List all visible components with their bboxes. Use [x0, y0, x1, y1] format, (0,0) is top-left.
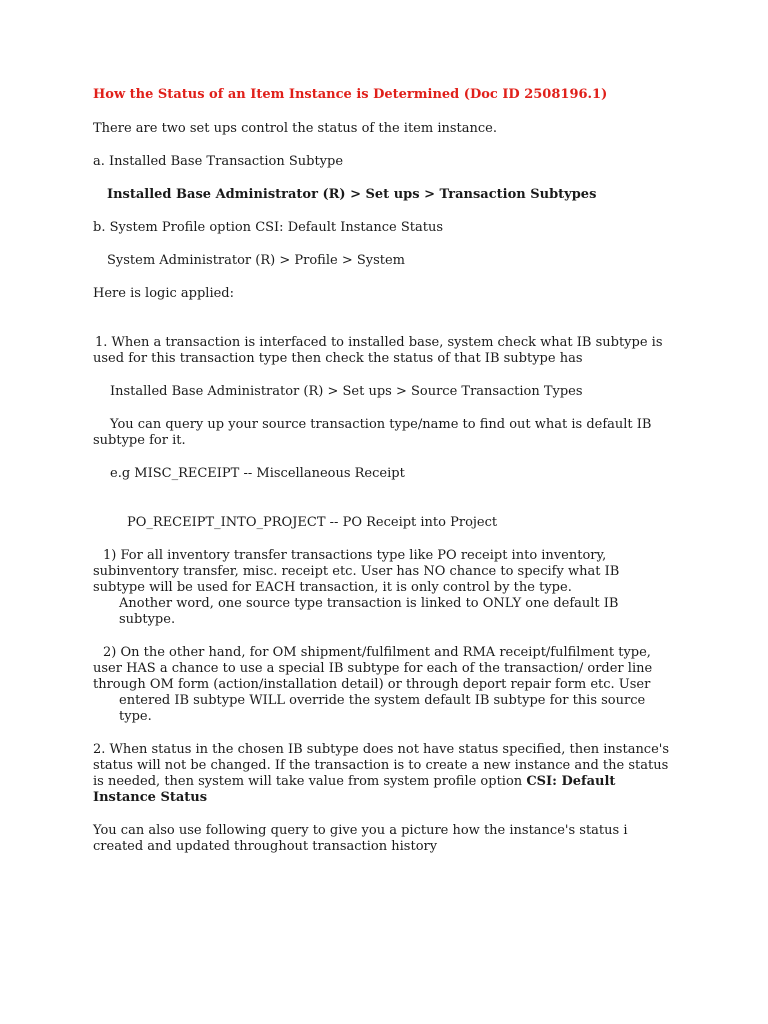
closing-text: You can also use following query to give you a picture how the instance's status i created and updated throughout transaction history: [93, 823, 628, 854]
step-1-query: You can query up your source transaction type/name to find out what is default IB subtype for it.: [93, 417, 652, 448]
sub-point-2: 2) On the other hand, for OM shipment/fulfilment and RMA receipt/fulfilment type, user HAS a chance to use a special IB subtype for each of the transaction/ order line through OM form (action/installation detail) or through deport repair form etc. User: [93, 645, 653, 692]
example-po-receipt: PO_RECEIPT_INTO_PROJECT -- PO Receipt into Project: [127, 515, 498, 530]
step-1-path: Installed Base Administrator (R) > Set ups > Source Transaction Types: [110, 384, 583, 399]
step-2-body: 2. When status in the chosen IB subtype does not have status specified, then instance's status will not be changed. If the transaction is to create a new instance and the status is needed, then system will take value from system profile option: [93, 742, 670, 789]
step-2-text: [93, 742, 673, 806]
step-1-text: 1. When a transaction is interfaced to installed base, system check what IB subtype is used for this transaction type then check the status of that IB subtype has: [93, 335, 663, 366]
sub-point-1: 1) For all inventory transfer transactions type like PO receipt into inventory, subinventory transfer, misc. receipt etc. User has NO chance to specify what IB subtype will be used for EACH transaction, it is only control by the type.: [93, 548, 620, 595]
example-misc-receipt: e.g MISC_RECEIPT -- Miscellaneous Receipt: [110, 466, 405, 481]
document-title: How the Status of an Item Instance is Determined (Doc ID 2508196.1): [93, 87, 608, 102]
logic-intro: Here is logic applied:: [93, 286, 235, 301]
sub-point-2-continued: entered IB subtype WILL override the system default IB subtype for this source type.: [119, 693, 646, 724]
document-page: [93, 86, 673, 855]
sub-point-1-continued: Another word, one source type transaction is linked to ONLY one default IB subtype.: [119, 596, 619, 627]
profile-option-name: CSI: Default Instance Status: [93, 774, 616, 805]
intro-text: There are two set ups control the status of the item instance.: [93, 121, 497, 136]
setup-b-label: b. System Profile option CSI: Default Instance Status: [93, 220, 444, 235]
setup-a-label: a. Installed Base Transaction Subtype: [93, 154, 344, 169]
setup-a-path: Installed Base Administrator (R) > Set ups > Transaction Subtypes: [107, 187, 597, 202]
setup-b-path: System Administrator (R) > Profile > System: [107, 253, 406, 268]
